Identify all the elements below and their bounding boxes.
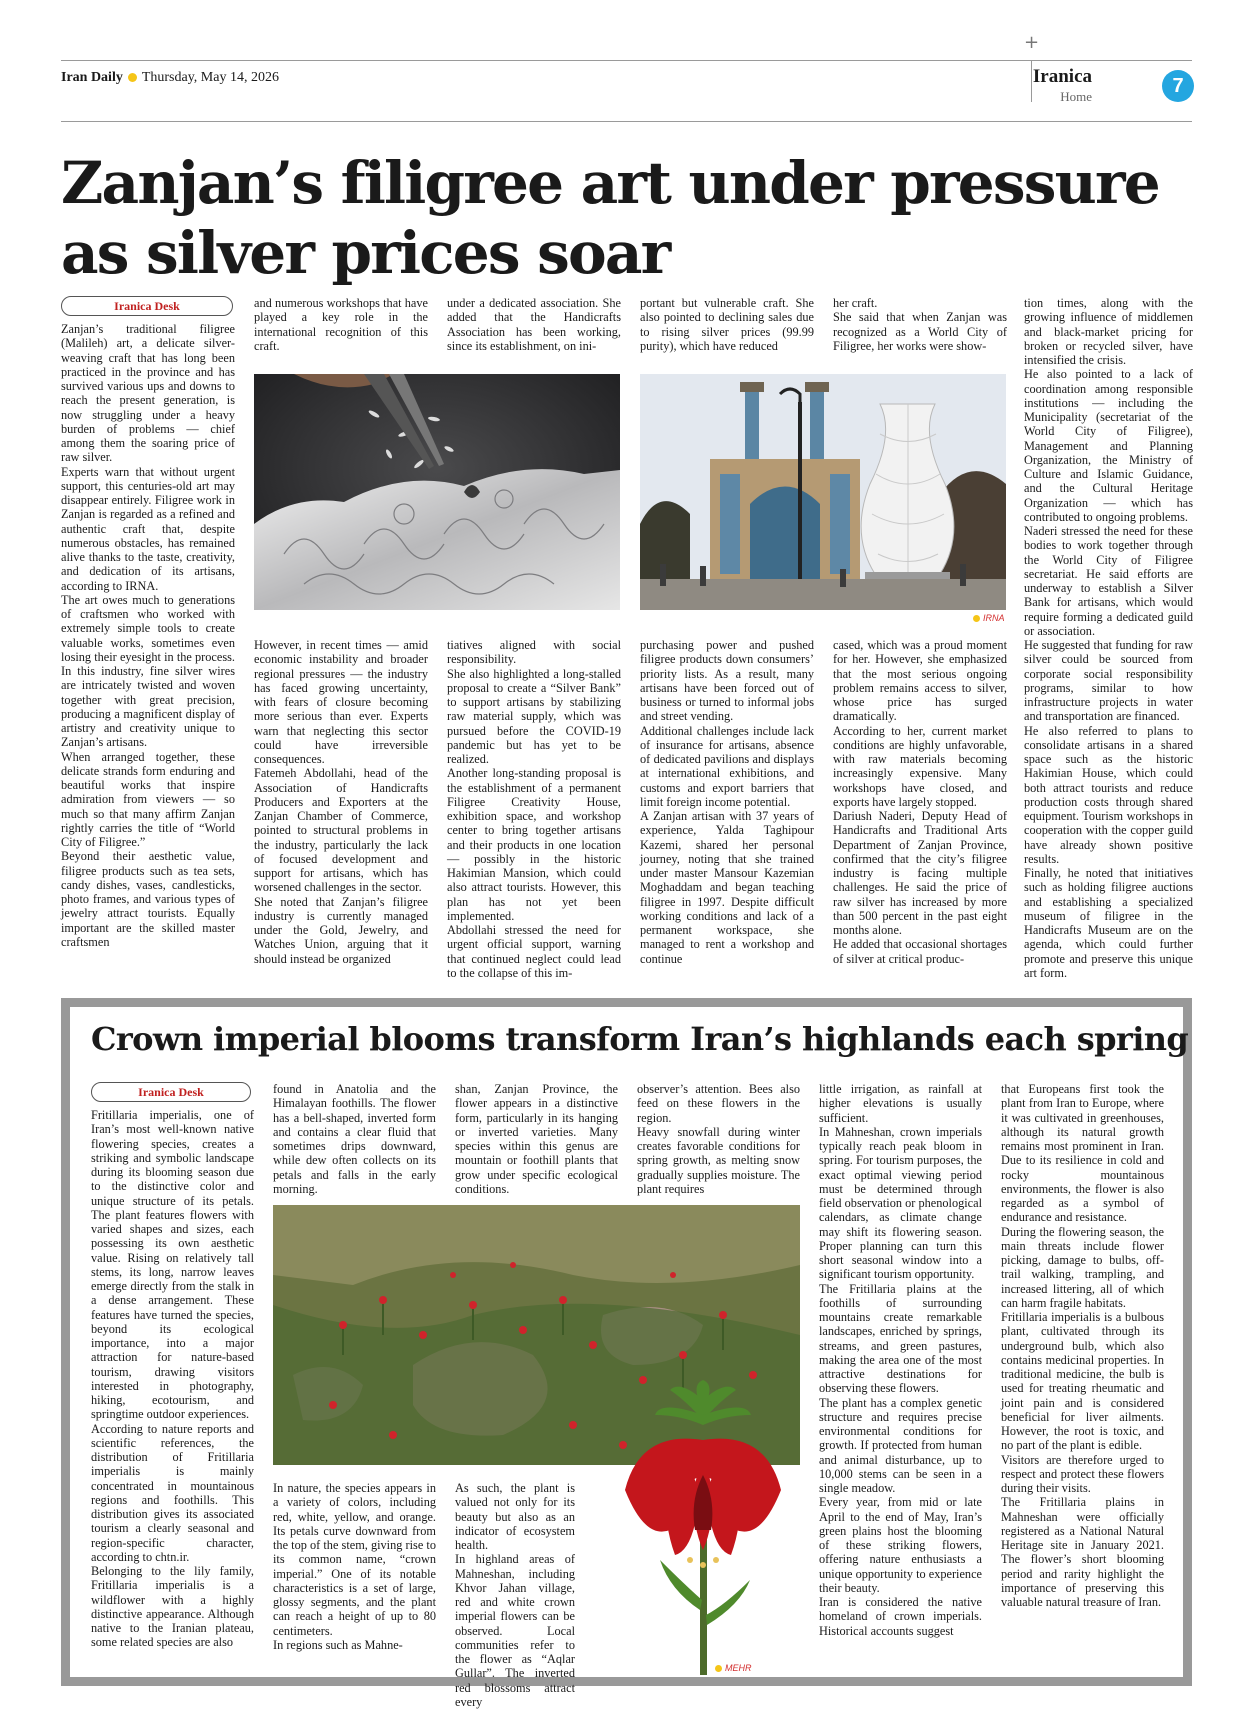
top-rule <box>61 60 1192 61</box>
article2-desk-tag: Iranica Desk <box>91 1082 251 1102</box>
mosque-vase-photo <box>640 374 1006 610</box>
issue-date: Thursday, May 14, 2026 <box>141 70 279 85</box>
article2-column-6: that Europeans first took the plant from Iran to Europe, where it was cultivated in greenhouses, although its natural growth remains most prominent in Iran. Due to its resilience in cold and rocky mountainous environments, the flower is also regarded as a symbol of endurance and resistance. During the flowering season, the main threats include flower picking, damage to bulbs, off-trail walking, trampling, and increased littering, all of which can harm fragile habitats. Fritillaria imperialis is a bulbous plant, cultivated through its underground bulb, which also contains medicinal properties. In traditional medicine, the bulb is used for treating rheumatic and joint pain and is considered beneficial for liver ailments. However, the root is toxic, and no part of the plant is edible. Visitors are therefore urged to respect and protect these flowers during their visits. The Fritillaria plains in Mahneshan were officially registered as a National Natural Heritage site in January 2021. The flower’s short blooming period and rarity highlight the importance of preserving this valuable natural treasure of Iran. <box>1001 1082 1164 1609</box>
page-number-badge: 7 <box>1162 70 1194 102</box>
article1-column-2-bottom: However, in recent times — amid economic instability and broader regional pressures — the industry has faced growing uncertainty, with fears of closure becoming more serious than ever. Experts warn that neglecting this sector could have irreversible consequences. Fatemeh Abdollahi, head of the Association of Handicrafts Producers and Exporters at the Zanjan Chamber of Commerce, pointed to structural problems in the industry, particularly the lack of focused development and support for artisans, which has worsened challenges in the sector. She noted that Zanjan’s filigree industry is currently managed under the Gold, Jewelry, and Watches Union, arguing that it should instead be organized <box>254 638 428 966</box>
article2-column-2-top: found in Anatolia and the Himalayan foothills. The flower has a bell-shaped, inverted form and contains a clear fluid that sometimes drips downward, while dew often collects on its petals and falls in the early morning. <box>273 1082 436 1196</box>
article2-headline: Crown imperial blooms transform Iran’s highlands each spring <box>91 1020 1189 1058</box>
subsection-name: Home <box>1060 89 1092 104</box>
article2-column-5: little irrigation, as rainfall at higher elevations is usually sufficient. In Mahneshan, crown imperials typically reach peak bloom in spring. For tourism purposes, the exact optimal viewing period must be determined through field observation or phenological calendars, as climate change may shift its flowering season. Proper planning can turn this short seasonal window into a significant tourism opportunity. The Fritillaria plains at the foothills of surrounding mountains create remarkable landscapes, enriched by springs, streams, and green pastures, making the area one of the most attractive destinations for observing these flowers. The plant has a complex genetic structure and requires precise environmental conditions for growth. If protected from human and animal disturbance, up to 10,000 stems can be seen in a single meadow. Every year, from mid or late April to the end of May, Iran’s green plains host the blooming of these striking flowers, offering nature enthusiasts a unique opportunity to experience their beauty. Iran is considered the native homeland of crown imperials. Historical accounts suggest <box>819 1082 982 1638</box>
filigree-photo-image <box>254 374 620 610</box>
masthead <box>61 70 279 86</box>
article1-desk-tag: Iranica Desk <box>61 296 233 316</box>
article1-column-3-bottom: tiatives aligned with social responsibility. She also highlighted a long-stalled proposal to create a “Silver Bank” to support artisans by stabilizing raw material supply, which was pursued before the COVID-19 pandemic but has yet to be realized. Another long-standing proposal is the establishment of a permanent Filigree Creativity House, exhibition space, and workshop center to bring together artisans and their products in one location — possibly in the historic Hakimian Mansion, which could also attract tourists. However, this plan has not yet been implemented. Abdollahi stressed the need for urgent official support, warning that continued neglect could lead to the collapse of this im- <box>447 638 621 980</box>
article2-photo-credit: MEHR <box>715 1663 752 1673</box>
article2-column-2-bottom: In nature, the species appears in a variety of colors, including red, white, yellow, and orange. Its petals curve downward from the top of the stem, giving rise to its common name, “crown imperial.” One of its notable characteristics is a set of large, glossy segments, and the plant can reach a height of up to 80 centimeters. In regions such as Mahne- <box>273 1481 436 1652</box>
mosque-vase-photo-image <box>640 374 1006 610</box>
article2-column-3-bottom: As such, the plant is valued not only for its beauty but also as an indicator of ecosystem health. In highland areas of Mahneshan, including Khvor Jahan village, red and white crown imperial flowers can be observed. Local communities refer to the flower as “Aqlar Gullar”. The inverted red blossoms attract every <box>455 1481 575 1709</box>
credit-dot-icon <box>973 615 980 622</box>
section-name: Iranica <box>1032 66 1092 87</box>
article2-column-3-top: shan, Zanjan Province, the flower appears in a distinctive form, particularly in its hanging or inverted varieties. Many species within this genus are mountain or foothill plants that grow under specific ecological conditions. <box>455 1082 618 1196</box>
paper-name: Iran Daily <box>61 70 123 85</box>
article1-column-1 <box>61 296 235 986</box>
article1-column-4-bottom: purchasing power and pushed filigree products down consumers’ priority lists. As a result, many artisans have been forced out of business or turned to informal jobs and street vending. Additional challenges include lack of insurance for artisans, absence of dedicated pavilions and displays at international exhibitions, and customs and export barriers that limit foreign income potential. A Zanjan artisan with 37 years of experience, Yalda Taghipour Kazemi, shared her personal journey, noting that she trained under master Mansour Kazemian Moghaddam and began teaching filigree in 1997. Despite difficult working conditions and lack of a permanent workspace, she managed to rent a workshop and continue <box>640 638 814 966</box>
article1-column-4-top: portant but vulnerable craft. She also pointed to declining sales due to rising silver prices (99.99 purity), which have reduced <box>640 296 814 353</box>
article1-column-5-top: her craft. She said that when Zanjan was recognized as a World City of Filigree, her works were show- <box>833 296 1007 353</box>
article1-column-5-bottom: cased, which was a proud moment for her. However, she emphasized that the most serious ongoing problem remains access to silver, whose price has surged dramatically. According to her, current market conditions are highly unfavorable, with raw materials becoming increasingly expensive. Many workshops have closed, and exports have largely stopped. Dariush Naderi, Deputy Head of Handicrafts and Traditional Arts Department of Zanjan Province, confirmed that the city’s filigree industry is facing multiple challenges. He said the price of raw silver has increased by more than 500 percent in the past eight months alone. He added that occasional shortages of silver at critical produc- <box>833 638 1007 966</box>
article1-column-2-top: and numerous workshops that have played a key role in the international recognition of this craft. <box>254 296 428 353</box>
article1-column-3-top: under a dedicated association. She added that the Handicrafts Association has been working, since its establishment, on ini- <box>447 296 621 353</box>
plus-icon: + <box>1024 32 1040 53</box>
crown-imperial-flower-image <box>600 1380 810 1675</box>
filigree-photo <box>254 374 620 610</box>
crown-imperial-flower-cutout <box>600 1380 810 1675</box>
article1-photo-credit: IRNA <box>973 613 1005 623</box>
article2-column-1: Iranica Desk Fritillaria imperialis, one of Iran’s most well-known native flowering species, creates a striking and symbolic landscape during its blooming season due to the distinctive color and unique structure of its petals. The plant features flowers with varied shapes and sizes, each possessing its own aesthetic value. Rising on relatively tall stems, its long, narrow leaves emerge directly from the stalk in a dense arrangement. These features have turned the species, beyond its ecological importance, into a major attraction for nature-based tourism, drawing visitors interested in photography, hiking, ecotourism, and springtime outdoor experiences. According to nature reports and scientific references, the distribution of Fritillaria imperialis is mainly concentrated in mountainous regions and foothills. This distribution gives its associated tourism a clearly seasonal and region-specific character, according to chtn.ir. Belonging to the lily family, Fritillaria imperialis is a wildflower with a highly distinctive appearance. Although native to the Iranian plateau, some related species are also <box>91 1082 254 1676</box>
header-divider <box>1031 60 1032 102</box>
dot-icon <box>128 73 137 82</box>
article2-column-4-top: observer’s attention. Bees also feed on these flowers in the region. Heavy snowfall during winter creates favorable conditions for spring growth, as melting snow gradually supplies moisture. The plant requires <box>637 1082 800 1196</box>
article1-col1-text: Zanjan’s traditional filigree (Malileh) art, a delicate silver-weaving craft that has long been practiced in the province and has survived various ups and downs to reach the present generation, is now struggling under a heavy burden of problems — chief among them the soaring price of raw silver. Experts warn that without urgent support, this centuries-old art may disappear entirely. Filigree work in Zanjan is regarded as a refined and authentic craft that, despite numerous obstacles, has remained alive thanks to the taste, creativity, and dedication of its artisans, according to IRNA. The art owes much to generations of craftsmen who worked with extremely simple tools to create valuable works, sometimes even losing their eyesight in the process. In this industry, fine silver wires are intricately twisted and woven together with great precision, producing a magnificent display of artistry and creativity unique to Zanjan’s artisans. When arranged together, these delicate strands form enduring and beautiful works that inspire admiration from viewers — so much so that many affirm Zanjan rightly carries the title of “World City of Filigree.” Beyond their aesthetic value, filigree products such as tea sets, candy dishes, vases, candlesticks, photo frames, and various types of jewelry attract tourists. Equally important are the skilled master craftsmen <box>61 322 235 949</box>
article1-headline: Zanjan’s filigree art under pressure as silver prices soar <box>61 149 1159 287</box>
header-rule <box>61 121 1192 122</box>
article1-column-6: tion times, along with the growing influence of middlemen and black-market pricing for broken or recycled silver, have intensified the crisis. He also pointed to a lack of coordination among responsible institutions — including the Municipality (secretariat of the World City of Filigree), Management and Planning Organization, the Ministry of Culture and Islamic Guidance, and the Cultural Heritage Organization — which has contributed to ongoing problems. Naderi stressed the need for these bodies to work together through the World City of Filigree secretariat. He said efforts are underway to establish a Silver Bank for artisans, which would require forming a dedicated guild or association. He suggested that funding for raw silver could be sourced from corporate social responsibility programs, similar to how infrastructure projects in water and transportation are financed. He also referred to plans to consolidate artisans in a shared space such as the historic Hakimian House, which could both attract tourists and reduce production costs through shared equipment. Tourism workshops in cooperation with the copper guild have already shown positive results. Finally, he noted that initiatives such as holding filigree auctions and establishing a specialized museum of filigree in the Handicrafts Museum are on the agenda, which could further promote and preserve this unique art form. <box>1024 296 1193 980</box>
section-label <box>1033 66 1092 105</box>
credit-dot-icon <box>715 1665 722 1672</box>
